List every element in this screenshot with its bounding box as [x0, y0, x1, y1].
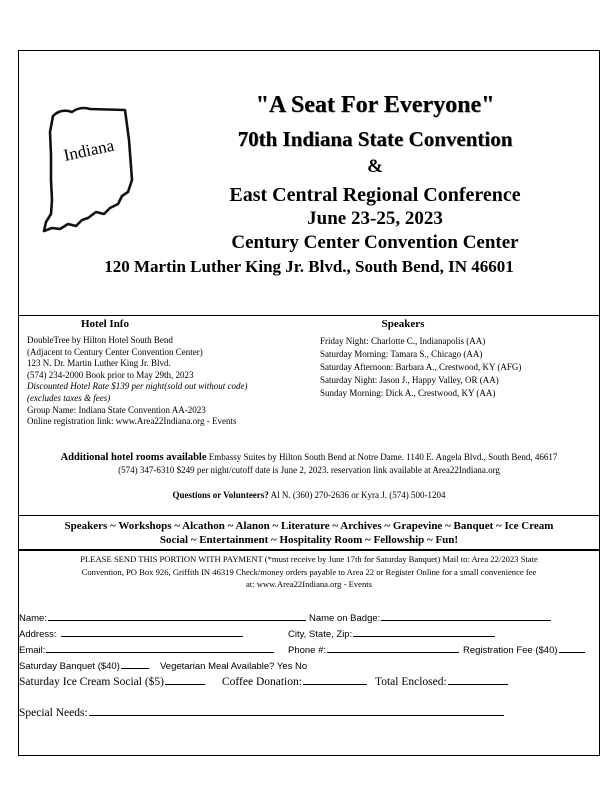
- badge-name-field[interactable]: [309, 613, 551, 624]
- events-line1: Speakers ~ Workshops ~ Alcathon ~ Alanon ~ Literature ~ Archives ~ Grapevine ~ Banquet ~ Ice Cream: [64, 520, 554, 532]
- additional-hotel-line2: (574) 347-6310 $249 per night/cutoff date is June 2, 2023. reservation link available at Area22Indiana.org: [118, 465, 500, 475]
- address-label: Address:: [19, 629, 57, 640]
- hotel-info-block: [27, 335, 247, 428]
- venue-address: 120 Martin Luther King Jr. Blvd., South Bend, IN 46601: [104, 257, 514, 276]
- hotel-info-heading: Hotel Info: [81, 318, 129, 330]
- state-label: Indiana: [61, 135, 116, 165]
- phone-label: Phone #:: [288, 645, 327, 656]
- divider-header: [18, 315, 600, 316]
- total-enclosed-field[interactable]: [375, 676, 508, 688]
- ampersand: &: [367, 156, 383, 177]
- email-label: Email:: [19, 645, 46, 656]
- hotel-rate: Discounted Hotel Rate $139 per night(sold out without code): [27, 381, 248, 392]
- total-enclosed-label: Total Enclosed:: [375, 676, 447, 688]
- special-needs-field[interactable]: [19, 707, 504, 719]
- vegetarian-option[interactable]: Vegetarian Meal Available? Yes No: [160, 661, 308, 672]
- city-state-zip-field[interactable]: [288, 629, 495, 640]
- additional-hotel-label: Additional hotel rooms available: [60, 452, 207, 463]
- phone-field[interactable]: [288, 645, 459, 656]
- speakers-heading: Speakers: [381, 318, 425, 330]
- name-field[interactable]: [19, 613, 306, 624]
- address-field[interactable]: [19, 629, 243, 640]
- questions-label: Questions or Volunteers?: [172, 490, 269, 500]
- speaker-item: Saturday Night: Jason J., Happy Valley, OR (AA): [320, 375, 499, 385]
- speakers-list: [320, 335, 521, 400]
- conference-title: East Central Regional Conference: [229, 184, 521, 206]
- speaker-item: Saturday Afternoon: Barbara A., Crestwood, KY (AFG): [320, 362, 522, 372]
- events-line2: Social ~ Entertainment ~ Hospitality Room ~ Fellowship ~ Fun!: [159, 534, 459, 546]
- hotel-line: DoubleTree by Hilton Hotel South Bend: [27, 335, 173, 345]
- payment-line: PLEASE SEND THIS PORTION WITH PAYMENT (*must receive by June 17th for Saturday Banquet) Mail to: Area 22/2023 State: [80, 554, 538, 564]
- special-needs-label: Special Needs:: [19, 707, 88, 719]
- banquet-field[interactable]: [19, 661, 149, 672]
- city-state-zip-label: City, State, Zip:: [288, 629, 353, 640]
- speaker-item: Sunday Morning: Dick A., Crestwood, KY (AA): [320, 388, 496, 398]
- event-venue: Century Center Convention Center: [231, 232, 519, 253]
- banquet-label: Saturday Banquet ($40): [19, 661, 120, 672]
- ice-cream-field[interactable]: [19, 676, 205, 688]
- questions-line: [18, 490, 600, 500]
- payment-instructions: [18, 553, 600, 591]
- email-field[interactable]: [19, 645, 274, 656]
- divider-info: [18, 515, 600, 516]
- registration-fee-field[interactable]: [463, 645, 585, 656]
- hotel-rate-note: (excludes taxes & fees): [27, 392, 111, 403]
- coffee-donation-label: Coffee Donation:: [222, 676, 302, 688]
- registration-fee-label: Registration Fee ($40): [463, 645, 558, 656]
- badge-name-label: Name on Badge:: [309, 613, 381, 624]
- coffee-donation-field[interactable]: [222, 676, 367, 688]
- event-theme: "A Seat For Everyone": [255, 92, 495, 118]
- divider-events: [18, 549, 600, 551]
- speaker-item: Friday Night: Charlotte C., Indianapolis (AA): [320, 336, 486, 346]
- hotel-line: 123 N. Dr. Martin Luther King Jr. Blvd.: [27, 358, 171, 369]
- name-label: Name:: [19, 613, 47, 624]
- additional-hotel-text: Embassy Suites by Hilton South Bend at Notre Dame. 1140 E. Angela Blvd., South Bend, 46617: [206, 452, 558, 462]
- event-dates: June 23-25, 2023: [307, 208, 443, 229]
- additional-hotel-line1: [18, 452, 600, 463]
- questions-contacts: Al N. (360) 270-2636 or Kyra J. (574) 500-1204: [268, 490, 446, 500]
- speaker-item: Saturday Morning: Tamara S., Chicago (AA): [320, 349, 483, 359]
- convention-title: 70th Indiana State Convention: [237, 127, 513, 151]
- ice-cream-label: Saturday Ice Cream Social ($5): [19, 676, 164, 688]
- payment-line: Convention, PO Box 926, Griffith IN 46319 Check/money orders payable to Area 22 or Register Online for a small convenience fee: [81, 566, 537, 577]
- indiana-map-icon: [38, 100, 148, 236]
- hotel-registration-link: Online registration link: www.Area22Indiana.org - Events: [27, 416, 237, 427]
- hotel-line: (574) 234-2000 Book prior to May 29th, 2023: [27, 369, 194, 380]
- hotel-group-name: Group Name: Indiana State Convention AA-2023: [27, 404, 206, 415]
- hotel-line: (Adjacent to Century Center Convention Center): [27, 346, 203, 357]
- payment-line: at: www.Area22Indiana.org - Events: [245, 579, 372, 590]
